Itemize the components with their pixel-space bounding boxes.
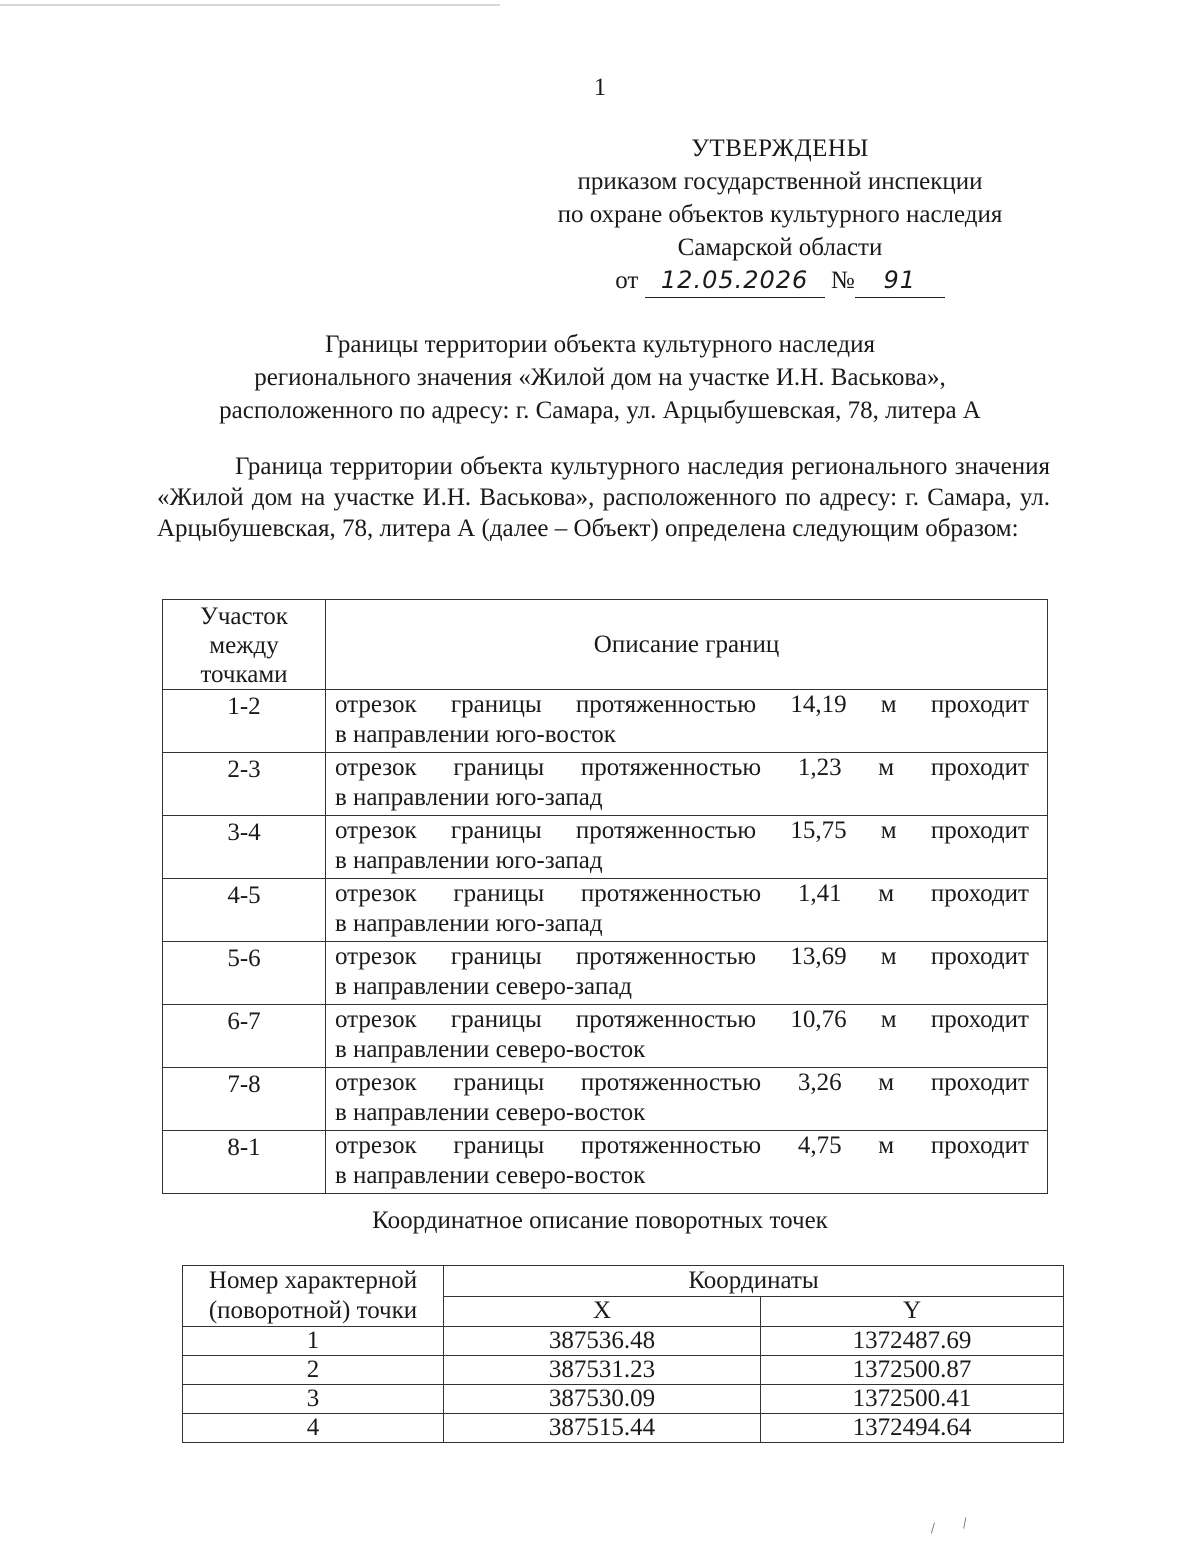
row-description	[326, 690, 1048, 753]
row-points: 6-7	[163, 1005, 326, 1068]
header-points-line-1: Участок	[200, 603, 288, 630]
row-length: 1,23	[797, 754, 842, 781]
description-line-1	[335, 1005, 1029, 1035]
approval-title: УТВЕРЖДЕНЫ	[691, 135, 869, 162]
row-length: 1,41	[797, 880, 842, 907]
approval-line-1: приказом государственной инспекции	[577, 168, 983, 195]
table-row	[163, 1005, 1048, 1068]
word-segment: отрезок	[335, 754, 417, 781]
row-direction: в направлении северо-восток	[335, 1099, 646, 1126]
unit: м	[878, 880, 895, 907]
row-points: 5-6	[163, 942, 326, 1005]
date-prefix: от	[615, 267, 639, 294]
point-number: 4	[183, 1414, 444, 1443]
row-length: 15,75	[790, 817, 847, 844]
approval-line-3: Самарской области	[677, 234, 883, 261]
coord-y: 1372500.87	[761, 1356, 1064, 1385]
word-length: протяженностью	[575, 691, 757, 718]
table-row	[163, 942, 1048, 1005]
description-line-1	[335, 1131, 1029, 1161]
row-direction: в направлении юго-восток	[335, 721, 616, 748]
word-segment: отрезок	[335, 817, 417, 844]
row-points: 1-2	[163, 690, 326, 753]
row-description	[326, 816, 1048, 879]
word-boundary: границы	[453, 754, 545, 781]
coord-y: 1372500.41	[761, 1385, 1064, 1414]
header-x: X	[444, 1296, 761, 1327]
header-point-number-line-2: (поворотной) точки	[208, 1297, 418, 1324]
heading-line-2: регионального значения «Жилой дом на участке И.Н. Васькова»,	[254, 364, 946, 391]
coord-header-row-1	[183, 1266, 1064, 1297]
coordinates-table	[182, 1265, 1064, 1443]
row-direction: в направлении северо-восток	[335, 1162, 646, 1189]
word-boundary: границы	[453, 880, 545, 907]
row-length: 3,26	[797, 1069, 842, 1096]
point-number: 3	[183, 1385, 444, 1414]
row-direction: в направлении северо-запад	[335, 973, 633, 1000]
description-line-1	[335, 690, 1029, 720]
scan-top-edge	[0, 4, 500, 6]
table-row	[183, 1414, 1064, 1443]
table-row	[163, 753, 1048, 816]
table-row	[163, 816, 1048, 879]
page-number: 1	[593, 74, 607, 101]
word-passes: проходит	[930, 754, 1029, 781]
number-prefix: №	[830, 267, 855, 294]
intro-paragraph: Граница территории объекта культурного наследия регионального значения «Жилой дом на участке И.Н. Васькова», расположенного по адресу: г. Самара, ул. Арцыбушевская, 78, литера А (далее – Объект) определена следующим образом:	[157, 453, 1050, 542]
word-passes: проходит	[930, 817, 1029, 844]
row-length: 10,76	[790, 1006, 847, 1033]
point-number: 1	[183, 1327, 444, 1356]
row-points: 3-4	[163, 816, 326, 879]
row-description	[326, 1005, 1048, 1068]
scan-mark: \	[958, 1515, 971, 1533]
header-description: Описание границ	[326, 600, 1048, 690]
handwritten-number: 91	[855, 264, 945, 298]
word-segment: отрезок	[335, 691, 417, 718]
word-boundary: границы	[450, 943, 542, 970]
word-passes: проходит	[930, 691, 1029, 718]
coord-x: 387531.23	[444, 1356, 761, 1385]
coord-x: 387515.44	[444, 1414, 761, 1443]
row-direction: в направлении юго-запад	[335, 847, 603, 874]
word-segment: отрезок	[335, 943, 417, 970]
coordinates-title: Координатное описание поворотных точек	[372, 1207, 828, 1234]
approval-line-2: по охране объектов культурного наследия	[557, 201, 1003, 228]
row-points: 8-1	[163, 1131, 326, 1194]
row-description	[326, 1131, 1048, 1194]
word-length: протяженностью	[580, 1069, 762, 1096]
row-description	[326, 942, 1048, 1005]
table-row	[183, 1385, 1064, 1414]
row-direction: в направлении северо-восток	[335, 1036, 646, 1063]
word-length: протяженностью	[580, 1132, 762, 1159]
row-description	[326, 1068, 1048, 1131]
word-length: протяженностью	[575, 943, 757, 970]
table-row	[183, 1327, 1064, 1356]
row-direction: в направлении юго-запад	[335, 784, 603, 811]
header-points-line-2: между	[209, 632, 279, 659]
row-description	[326, 753, 1048, 816]
row-points: 7-8	[163, 1068, 326, 1131]
order-date-number-line	[500, 264, 1060, 298]
row-description	[326, 879, 1048, 942]
unit: м	[880, 817, 897, 844]
table-row	[183, 1356, 1064, 1385]
description-line-1	[335, 879, 1029, 909]
word-boundary: границы	[453, 1132, 545, 1159]
header-points-line-3: точками	[200, 661, 288, 688]
coord-x: 387530.09	[444, 1385, 761, 1414]
handwritten-date: 12.05.2026	[645, 264, 825, 298]
boundary-table-header	[163, 600, 1048, 690]
word-passes: проходит	[930, 880, 1029, 907]
word-boundary: границы	[450, 691, 542, 718]
unit: м	[878, 1069, 895, 1096]
unit: м	[880, 1006, 897, 1033]
word-segment: отрезок	[335, 880, 417, 907]
word-passes: проходит	[930, 1006, 1029, 1033]
unit: м	[878, 1132, 895, 1159]
word-length: протяженностью	[575, 817, 757, 844]
coord-y: 1372494.64	[761, 1414, 1064, 1443]
row-points: 2-3	[163, 753, 326, 816]
header-point-number	[183, 1266, 444, 1327]
row-length: 4,75	[797, 1132, 842, 1159]
coord-y: 1372487.69	[761, 1327, 1064, 1356]
row-direction: в направлении юго-запад	[335, 910, 603, 937]
word-length: протяженностью	[580, 880, 762, 907]
header-points	[163, 600, 326, 690]
point-number: 2	[183, 1356, 444, 1385]
row-points: 4-5	[163, 879, 326, 942]
approval-block	[500, 132, 1060, 298]
word-boundary: границы	[453, 1069, 545, 1096]
heading-line-3: расположенного по адресу: г. Самара, ул. Арцыбушевская, 78, литера А	[219, 397, 981, 424]
word-length: протяженностью	[580, 754, 762, 781]
word-passes: проходит	[930, 1069, 1029, 1096]
word-segment: отрезок	[335, 1006, 417, 1033]
description-line-1	[335, 942, 1029, 972]
description-line-1	[335, 816, 1029, 846]
header-coordinates: Координаты	[444, 1266, 1064, 1297]
unit: м	[880, 943, 897, 970]
scan-mark: \	[925, 1520, 940, 1537]
unit: м	[880, 691, 897, 718]
description-line-1	[335, 1068, 1029, 1098]
description-line-1	[335, 753, 1029, 783]
table-row	[163, 1068, 1048, 1131]
row-length: 14,19	[790, 691, 847, 718]
table-row	[163, 879, 1048, 942]
table-row	[163, 690, 1048, 753]
boundary-table	[162, 599, 1048, 1194]
word-boundary: границы	[450, 817, 542, 844]
document-heading	[150, 328, 1050, 427]
coord-x: 387536.48	[444, 1327, 761, 1356]
word-boundary: границы	[450, 1006, 542, 1033]
header-point-number-line-1: Номер характерной	[208, 1267, 418, 1294]
unit: м	[878, 754, 895, 781]
word-passes: проходит	[930, 1132, 1029, 1159]
header-y: Y	[761, 1296, 1064, 1327]
table-row	[163, 1131, 1048, 1194]
word-length: протяженностью	[575, 1006, 757, 1033]
row-length: 13,69	[790, 943, 847, 970]
word-segment: отрезок	[335, 1132, 417, 1159]
word-segment: отрезок	[335, 1069, 417, 1096]
word-passes: проходит	[930, 943, 1029, 970]
heading-line-1: Границы территории объекта культурного наследия	[324, 331, 876, 358]
